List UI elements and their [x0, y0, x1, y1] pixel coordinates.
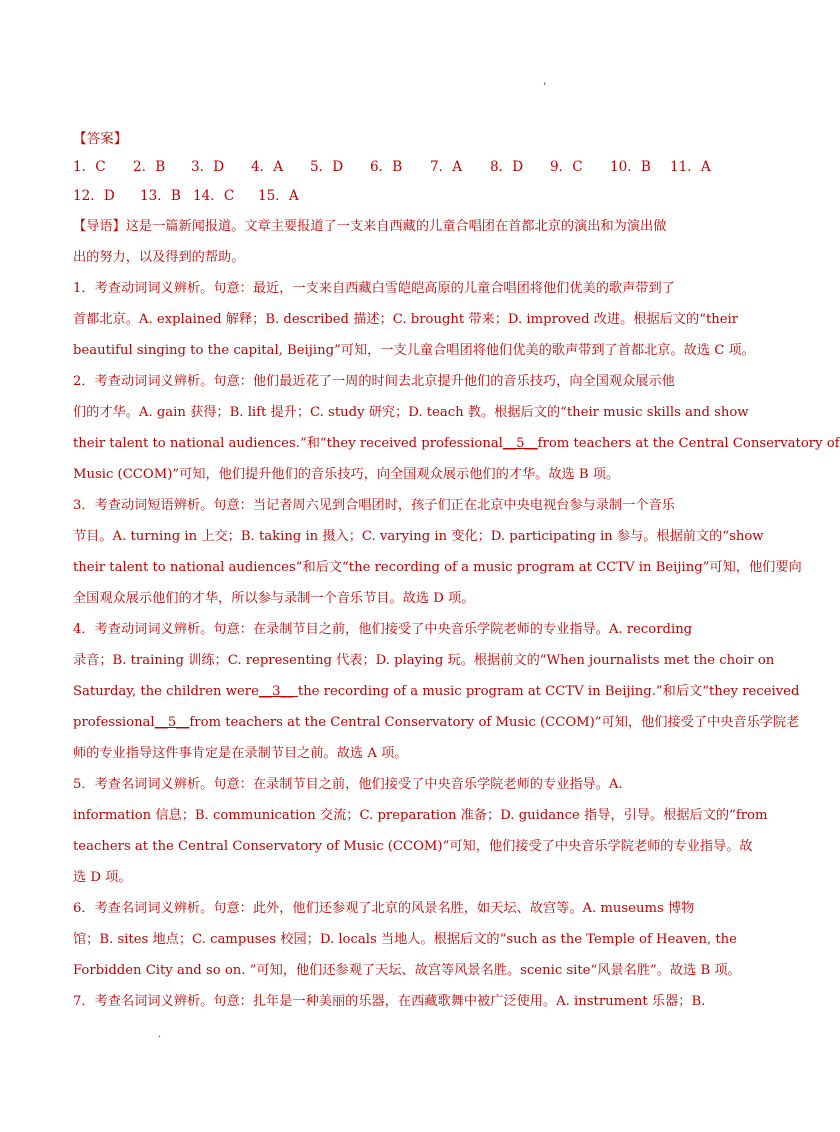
answer-item: 2．B — [133, 159, 166, 175]
text-line: 7．考查名词词义辨析。句意：扎年是一种美丽的乐器，在西藏歌舞中被广泛使用。A. instrument 乐器；B. — [73, 994, 706, 1009]
blank-underline: __5__ — [502, 436, 538, 451]
text-line: Music (CCOM)”可知，他们提升他们的音乐技巧，向全国观众展示他们的才华。故选 B 项。 — [73, 467, 620, 482]
header-mark: ’ — [543, 82, 547, 93]
text-segment: from teachers at the Central Conservatory of — [537, 436, 840, 451]
text-segment: the recording of a music program at CCTV in Beijing.”和后文“they received — [297, 684, 800, 699]
text-line: 师的专业指导这件事肯定是在录制节目之前。故选 A 项。 — [73, 746, 408, 761]
text-line: 录音；B. training 训练；C. representing 代表；D. playing 玩。根据前文的“When journalists met the choir on — [73, 653, 775, 668]
text-line: Forbidden City and so on. ”可知，他们还参观了天坛、故宫等风景名胜。scenic site“风景名胜”。故选 B 项。 — [73, 963, 741, 978]
answer-item: 14．C — [193, 188, 235, 204]
text-line — [73, 676, 800, 707]
answer-item: 13．B — [140, 188, 181, 204]
text-line: teachers at the Central Conservatory of Music (CCOM)”可知，他们接受了中央音乐学院老师的专业指导。故 — [73, 839, 753, 854]
text-line: 选 D 项。 — [73, 870, 132, 885]
text-line: beautiful singing to the capital, Beijing”可知，一支儿童合唱团将他们优美的歌声带到了首都北京。故选 C 项。 — [73, 343, 755, 358]
answer-item: 10．B — [610, 159, 651, 175]
text-line: 6．考查名词词义辨析。句意：此外，他们还参观了北京的风景名胜，如天坛、故宫等。A. museums 博物 — [73, 901, 695, 916]
answer-item: 12．D — [73, 188, 115, 204]
text-line: 4．考查动词词义辨析。句意：在录制节目之前，他们接受了中央音乐学院老师的专业指导。A. recording — [73, 622, 693, 637]
answer-item: 9．C — [550, 159, 583, 175]
footer-mark: . — [158, 1029, 162, 1040]
explanation-text — [73, 211, 840, 1017]
answer-item: 7．A — [430, 159, 463, 175]
text-line: 首都北京。A. explained 解释；B. described 描述；C. brought 带来；D. improved 改进。根据后文的“their — [73, 312, 739, 327]
blank-underline: __5__ — [154, 715, 190, 730]
text-line: information 信息；B. communication 交流；C. preparation 准备；D. guidance 指导，引导。根据后文的“from — [73, 808, 768, 823]
answer-item: 4．A — [251, 159, 284, 175]
answer-item: 8．D — [490, 159, 524, 175]
text-line: 2．考查动词词义辨析。句意：他们最近花了一周的时间去北京提升他们的音乐技巧，向全国观众展示他 — [73, 374, 675, 389]
answer-item: 6．B — [370, 159, 403, 175]
text-line: 5．考查名词词义辨析。句意：在录制节目之前，他们接受了中央音乐学院老师的专业指导。A. — [73, 777, 623, 792]
answer-list-row-1 — [73, 153, 733, 182]
text-line: 节目。A. turning in 上交；B. taking in 摄入；C. varying in 变化；D. participating in 参与。根据前文的“show — [73, 529, 764, 544]
text-line — [73, 707, 800, 738]
text-line: 们的才华。A. gain 获得；B. lift 提升；C. study 研究；D. teach 教。根据后文的“their music skills and show — [73, 405, 749, 420]
answer-item: 5．D — [310, 159, 344, 175]
text-segment: from teachers at the Central Conservatory of Music (CCOM)”可知，他们接受了中央音乐学院老 — [189, 715, 800, 730]
blank-underline: __3__ — [258, 684, 298, 699]
text-segment: professional — [73, 715, 155, 730]
answer-list-row-2 — [73, 182, 733, 211]
answer-item: 1．C — [73, 159, 106, 175]
text-line: 出的努力，以及得到的帮助。 — [73, 250, 245, 265]
text-line: 1．考查动词词义辨析。句意：最近，一支来自西藏白雪皑皑高原的儿童合唱团将他们优美的歌声带到了 — [73, 281, 675, 296]
answer-item: 11．A — [670, 159, 711, 175]
answer-heading: 【答案】 — [73, 131, 128, 147]
answer-item: 15．A — [258, 188, 299, 204]
text-line: 全国观众展示他们的才华，所以参与录制一个音乐节目。故选 D 项。 — [73, 591, 475, 606]
text-line: their talent to national audiences”和后文“the recording of a music program at CCTV in Beijing”可知，他们要向 — [73, 560, 802, 575]
text-line: 【导语】这是一篇新闻报道。文章主要报道了一支来自西藏的儿童合唱团在首都北京的演出和为演出做 — [73, 219, 667, 234]
answer-item: 3．D — [191, 159, 225, 175]
text-segment: their talent to national audiences.”和“they received professional — [73, 436, 503, 451]
text-line: 馆；B. sites 地点；C. campuses 校园；D. locals 当地人。根据后文的“such as the Temple of Heaven, the — [73, 932, 737, 947]
answer-content — [73, 126, 840, 1017]
text-segment: Saturday, the children were — [73, 684, 259, 699]
text-line: 3．考查动词短语辨析。句意：当记者周六见到合唱团时，孩子们正在北京中央电视台参与录制一个音乐 — [73, 498, 675, 513]
text-line — [73, 428, 840, 459]
